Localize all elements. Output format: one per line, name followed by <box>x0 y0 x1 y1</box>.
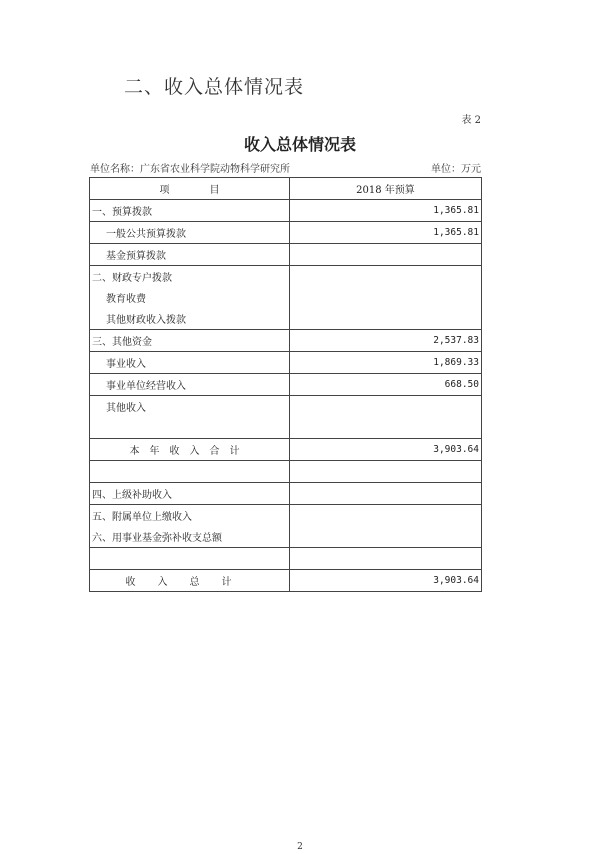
table-title: 收入总体情况表 <box>243 135 356 154</box>
row-value: 1,365.81 <box>290 222 482 244</box>
table-row <box>90 548 482 570</box>
row-value <box>290 526 482 548</box>
row-value <box>290 244 482 266</box>
table-row <box>90 266 482 288</box>
table-row <box>90 308 482 330</box>
row-label: 三、其他资金 <box>90 330 290 352</box>
table-row <box>90 417 482 439</box>
row-label: 事业单位经营收入 <box>90 374 290 396</box>
table-row <box>90 222 482 244</box>
table-row <box>90 330 482 352</box>
row-value: 2,537.83 <box>290 330 482 352</box>
row-label: 一般公共预算拨款 <box>90 222 290 244</box>
row-label: 五、附属单位上缴收入 <box>90 505 290 527</box>
row-label: 一、预算拨款 <box>90 200 290 222</box>
row-value <box>290 548 482 570</box>
row-value <box>290 287 482 308</box>
row-value <box>290 396 482 418</box>
table-row <box>90 505 482 527</box>
table-row <box>90 483 482 505</box>
row-label <box>90 548 290 570</box>
table-header <box>90 178 482 200</box>
row-value: 1,869.33 <box>290 352 482 374</box>
row-value <box>290 417 482 439</box>
table-row <box>90 374 482 396</box>
row-label: 其他收入 <box>90 396 290 418</box>
row-label: 基金预算拨款 <box>90 244 290 266</box>
page-number: 2 <box>297 842 303 852</box>
unit: 单位：万元 <box>431 164 481 175</box>
table-row <box>90 396 482 418</box>
row-value: 1,365.81 <box>290 200 482 222</box>
row-label: 四、上级补助收入 <box>90 483 290 505</box>
row-value <box>290 308 482 330</box>
row-value: 3,903.64 <box>290 439 482 461</box>
row-label: 其他财政收入拨款 <box>90 308 290 330</box>
table-row <box>90 287 482 308</box>
table-row-total <box>90 570 482 592</box>
table-row <box>90 200 482 222</box>
row-label: 二、财政专户拨款 <box>90 266 290 288</box>
row-value: 668.50 <box>290 374 482 396</box>
table-row <box>90 244 482 266</box>
income-table <box>89 177 482 592</box>
table-row-subtotal <box>90 439 482 461</box>
table-number: 表 2 <box>461 115 481 126</box>
table-meta <box>90 160 481 175</box>
header-item: 项 目 <box>90 178 290 200</box>
section-title: 二、收入总体情况表 <box>124 76 305 98</box>
row-value <box>290 461 482 483</box>
table-row <box>90 461 482 483</box>
row-value: 3,903.64 <box>290 570 482 592</box>
header-budget: 2018 年预算 <box>290 178 482 200</box>
row-value <box>290 505 482 527</box>
row-label: 六、用事业基金弥补收支总额 <box>90 526 290 548</box>
row-label: 收入总计 <box>90 570 290 592</box>
row-label <box>90 417 290 439</box>
row-label <box>90 461 290 483</box>
row-label: 本年收入合计 <box>90 439 290 461</box>
row-value <box>290 483 482 505</box>
row-label: 教育收费 <box>90 287 290 308</box>
table-row <box>90 352 482 374</box>
row-value <box>290 266 482 288</box>
row-label: 事业收入 <box>90 352 290 374</box>
table-row <box>90 526 482 548</box>
unit-name: 单位名称：广东省农业科学院动物科学研究所 <box>90 164 290 175</box>
